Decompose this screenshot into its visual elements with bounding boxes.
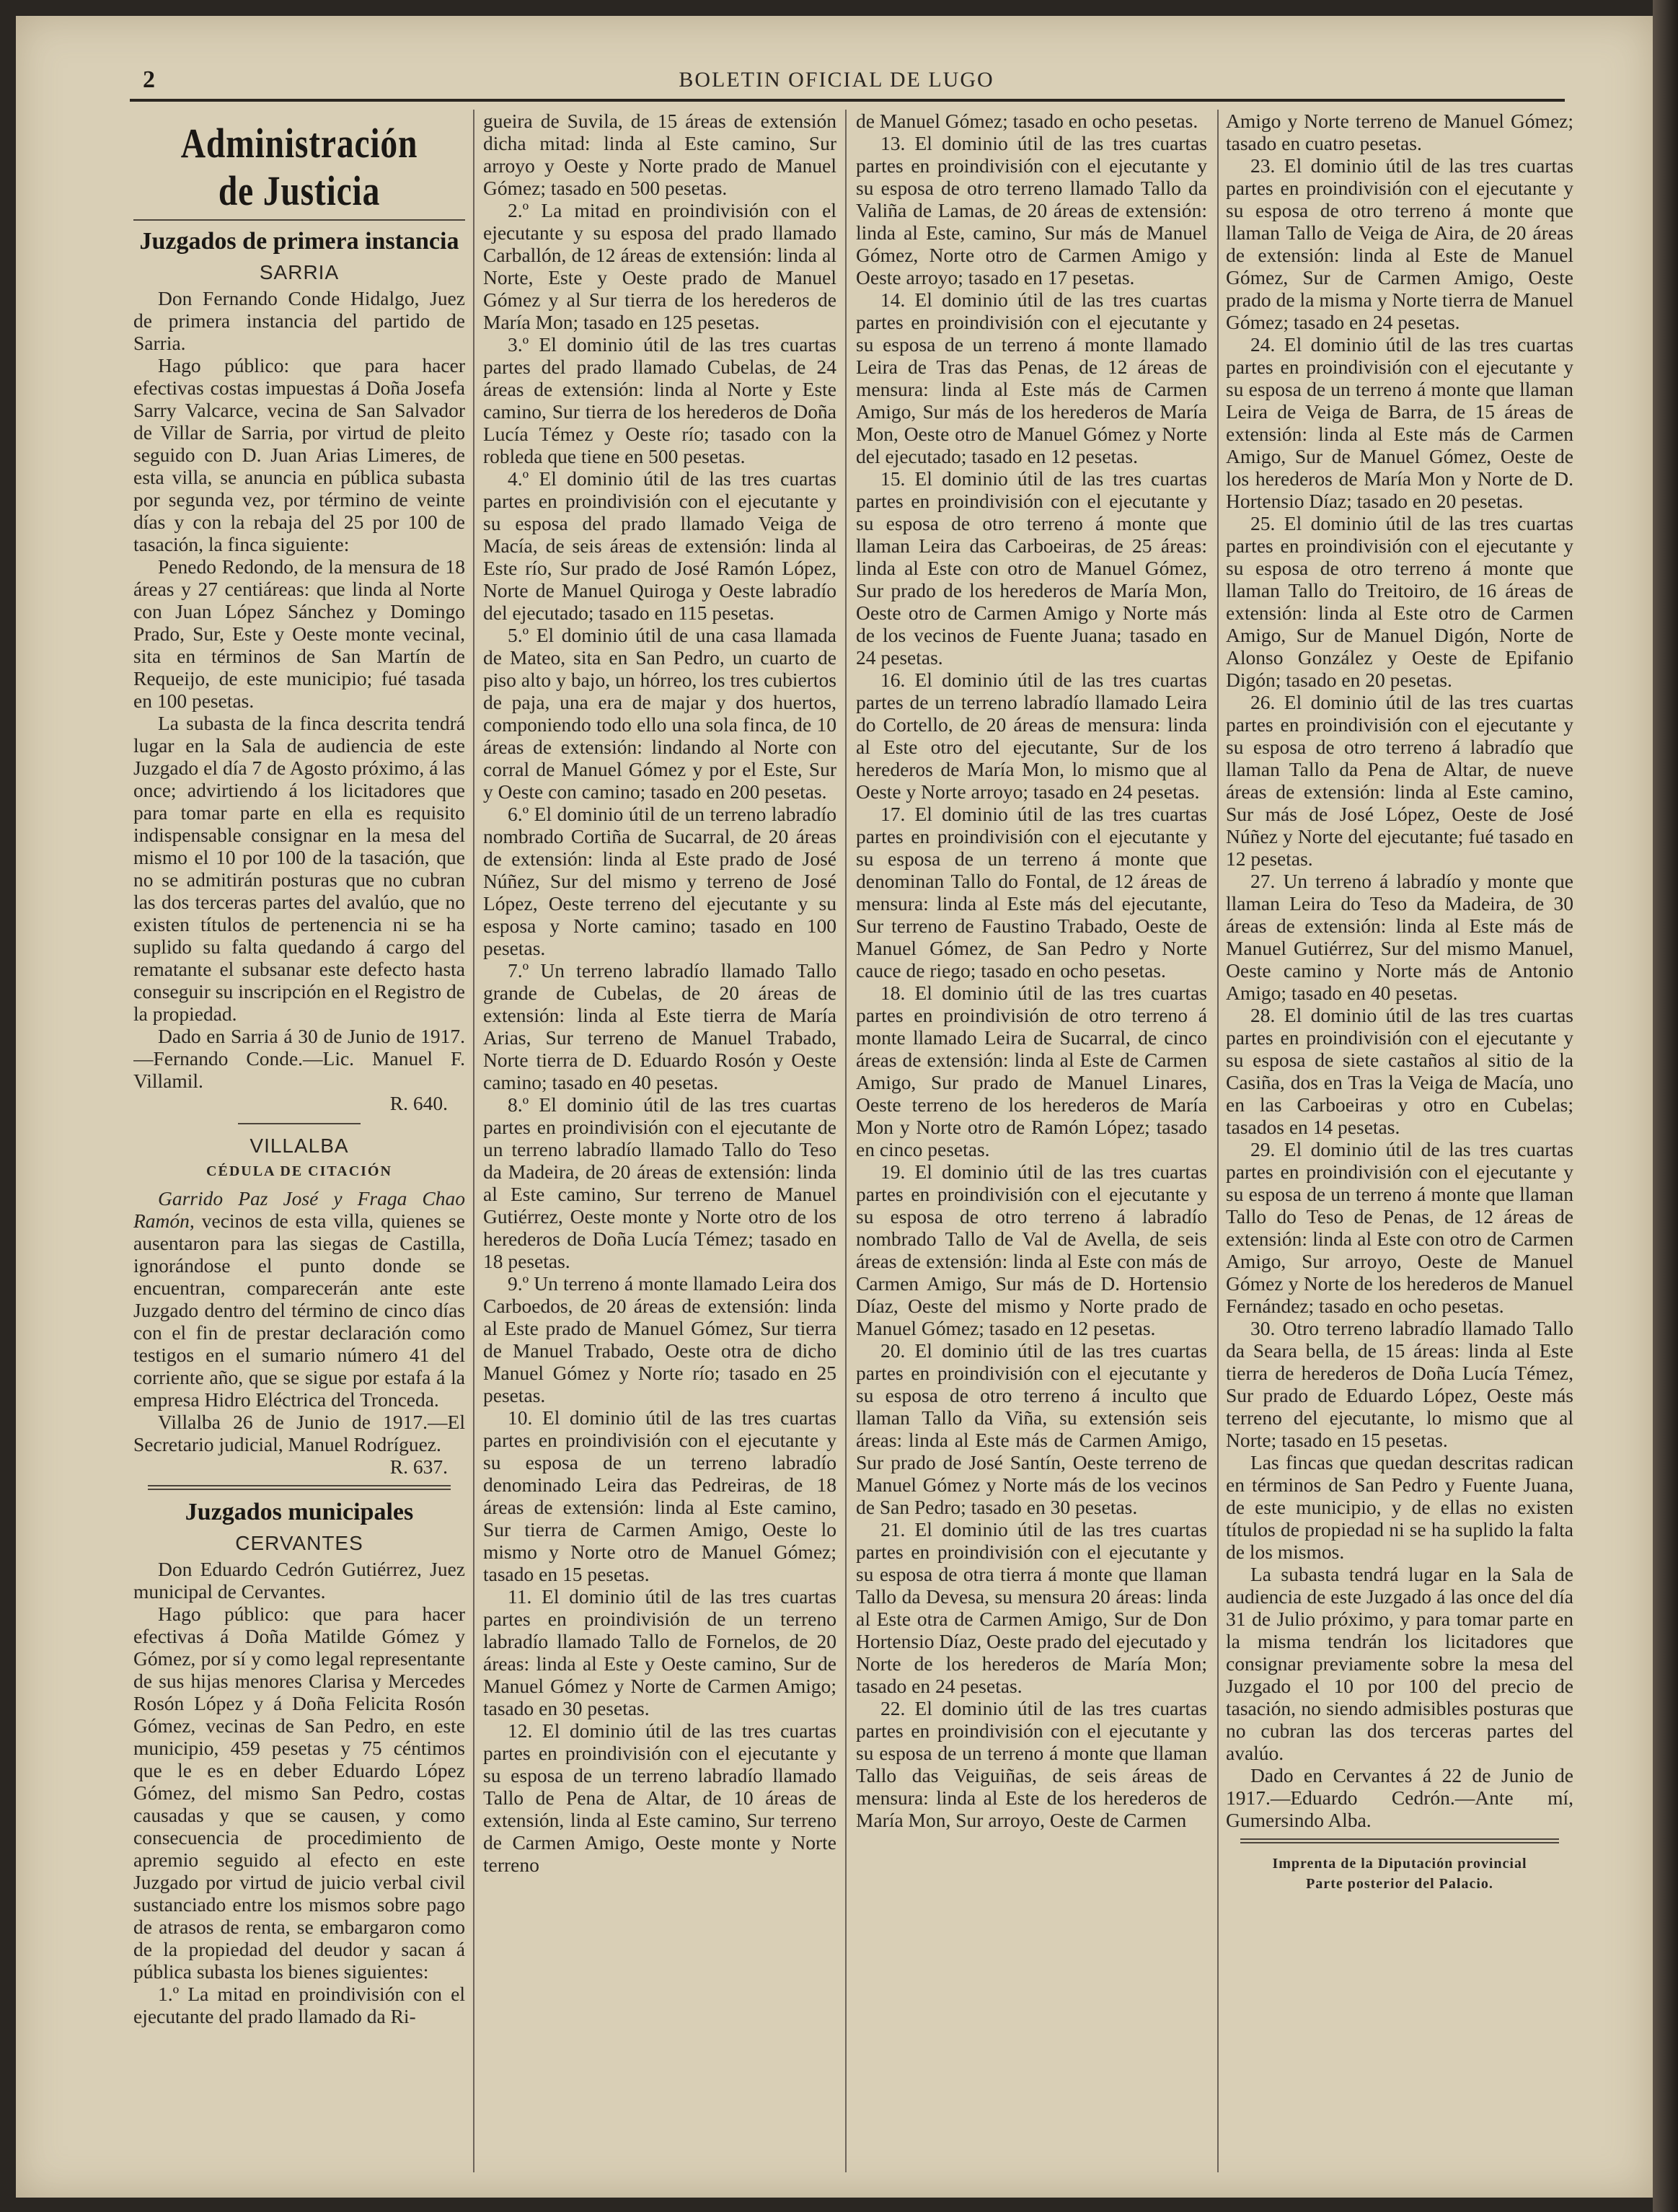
notice-paragraph: Don Eduardo Cedrón Gutiérrez, Juez municipal de Cervantes. xyxy=(133,1558,465,1603)
property-item: 14. El dominio útil de las tres cuartas partes en proindivisión con el ejecutante y su esposa de un terreno á monte llamado Leira de Tras das Penas, de 12 áreas de mensura: linda al Este más de Carmen Amigo, Sur más de los herederos de María Mon, Oeste otro de Manuel Gómez y Norte del ejecutado; tasado en 12 pesetas. xyxy=(856,288,1207,467)
notice-paragraph: Dado en Cervantes á 22 de Junio de 1917.—Eduardo Cedrón.—Ante mí, Gumersindo Alba. xyxy=(1226,1764,1573,1831)
column-2 xyxy=(483,110,836,2180)
column-4 xyxy=(1226,110,1573,2180)
column-1 xyxy=(133,110,465,2180)
property-item: 23. El dominio útil de las tres cuartas partes en proindivisión con el ejecutante y su esposa de otro terreno á monte que llaman Tallo de Veiga de Aira, de 20 áreas de extensión: linda al Este de Manuel Gómez, Sur de Carmen Amigo, Oeste prado de la misma y Norte tierra de Manuel Gómez; tasado en 24 pesetas. xyxy=(1226,154,1573,333)
newspaper-title: BOLETIN OFICIAL DE LUGO xyxy=(679,68,994,92)
separator xyxy=(1240,1838,1559,1843)
notice-paragraph: Amigo y Norte terreno de Manuel Gómez; tasado en cuatro pesetas. xyxy=(1226,110,1573,154)
notice-paragraph: gueira de Suvila, de 15 áreas de extensión dicha mitad: linda al Este camino, Sur arroyo y Oeste y Norte prado de Manuel Gómez; tasado en 500 pesetas. xyxy=(483,110,836,199)
column-divider xyxy=(1217,110,1219,2172)
property-item: 28. El dominio útil de las tres cuartas partes en proindivisión con el ejecutante y su esposa de siete castaños al sitio de la Casiña, dos en Tras la Veiga de Macía, uno en las Carboeiras y otro en Cubelas; tasados en 14 pesetas. xyxy=(1226,1004,1573,1138)
notice-paragraph: 1.º La mitad en proindivisión con el ejecutante del prado llamado da Ri- xyxy=(133,1983,465,2027)
cited-names: Garrido Paz José y Fraga Chao Ramón, xyxy=(133,1187,465,1232)
notice-paragraph: de Manuel Gómez; tasado en ocho pesetas. xyxy=(856,110,1198,132)
property-item: 21. El dominio útil de las tres cuartas partes en proindivisión con el ejecutante y su esposa de otra tierra á monte que llaman Tallo da Devesa, su mensura 20 áreas: linda al Este otra de Carmen Amigo, Sur de Don Hortensio Díaz, Oeste prado del ejecutado y Norte de los herederos de María Mon; tasado en 24 pesetas. xyxy=(856,1518,1207,1697)
property-item: 6.º El dominio útil de un terreno labradío nombrado Cortiña de Sucarral, de 20 áreas de extensión: linda al Este prado de José Núñez, Sur del mismo y terreno de José López, Oeste terreno del ejecutante y su esposa y Norte camino; tasado en 100 pesetas. xyxy=(483,803,836,959)
page-number: 2 xyxy=(143,66,155,93)
property-item: 7.º Un terreno labradío llamado Tallo grande de Cubelas, de 20 áreas de extensión: linda al Este tierra de María Arias, Sur terreno de Manuel Trabado, Norte tierra de D. Eduardo Rosón y Oeste camino; tasado en 40 pesetas. xyxy=(483,959,836,1093)
property-item: 5.º El dominio útil de una casa llamada de Mateo, sita en San Pedro, un cuarto de piso alto y bajo, un hórreo, los tres cubiertos de paja, una era de majar y dos huertos, componiendo todo ello una sola finca, de 10 áreas de extensión: lindando al Norte con corral de Manuel Gómez y por el Este, Sur y Oeste con camino; tasado en 200 pesetas. xyxy=(483,624,836,803)
property-item: 30. Otro terreno labradío llamado Tallo da Seara bella, de 15 áreas: linda al Este tierra de herederos de Doña Lucía Témez, Sur prado de Eduardo López, Oeste más terreno del ejecutante, lo mismo que al Norte; tasado en 15 pesetas. xyxy=(1226,1317,1573,1451)
property-item: 29. El dominio útil de las tres cuartas partes en proindivisión con el ejecutante y su esposa de un terreno á monte que llaman Tallo do Teso de Penas, de 12 áreas de extensión: linda al Este con otro de Carmen Amigo, Sur arroyo, Oeste de Manuel Gómez y Norte de los herederos de Manuel Fernández; tasado en ocho pesetas. xyxy=(1226,1138,1573,1317)
property-item: 19. El dominio útil de las tres cuartas partes en proindivisión con el ejecutante y su esposa de otro terreno á labradío nombrado Tallo de Val de Avella, de seis áreas de extensión: linda al Este con más de Carmen Amigo, Sur más de D. Hortensio Díaz, Oeste del mismo y Norte prado de Manuel Gómez; tasado en 12 pesetas. xyxy=(856,1160,1207,1339)
place-heading-cervantes: CERVANTES xyxy=(235,1532,363,1554)
title-rule xyxy=(133,219,465,221)
subsection-title: Juzgados municipales xyxy=(185,1499,414,1525)
column-divider xyxy=(845,110,847,2172)
separator xyxy=(238,1123,361,1124)
property-item: 22. El dominio útil de las tres cuartas partes en proindivisión con el ejecutante y su esposa de un terreno á monte que llaman Tallo das Veiguiñas, de seis áreas de mensura: linda al Este de los herederos de María Mon, Sur arroyo, Oeste de Carmen xyxy=(856,1697,1207,1831)
citation-paragraph xyxy=(133,1187,465,1411)
notice-paragraph: La subasta de la finca descrita tendrá lugar en la Sala de audiencia de este Juzgado el día 7 de Agosto próximo, á las once; advirtiendo á los licitadores que para tomar parte en ella es requisito indispensable consignar en la mesa del mismo el 10 por 100 de la tasación, que no se admitirán posturas que no cubran las dos terceras partes del avalúo, que no existen títulos de pertenencia ni se ha suplido su falta quedando á cargo del rematante el subsanar este defecto hasta conseguir su inscripción en el Registro de la propiedad. xyxy=(133,712,465,1025)
property-item: 8.º El dominio útil de las tres cuartas partes en proindivisión con el ejecutante de un terreno labradío llamado Tallo do Teso da Madeira, de 20 áreas de extensión: linda al Este camino, Sur terreno de Manuel Gutiérrez, Oeste monte y Norte otro de los herederos de Doña Lucía Témez; tasado en 18 pesetas. xyxy=(483,1093,836,1272)
header-rule xyxy=(130,99,1565,102)
property-item: 13. El dominio útil de las tres cuartas partes en proindivisión con el ejecutante y su esposa de otro terreno llamado Tallo da Valiña de Lamas, de 20 áreas de extensión: linda al Este, camino, Sur más de Manuel Gómez, Norte otro de Carmen Amigo y Oeste arroyo; tasado en 17 pesetas. xyxy=(856,132,1207,288)
property-item: 9.º Un terreno á monte llamado Leira dos Carboedos, de 20 áreas de extensión: linda al Este prado de Manuel Gómez, Sur tierra de Manuel Trabado, Oeste otra de dicho Manuel Gómez y Norte río; tasado en 25 pesetas. xyxy=(483,1272,836,1406)
property-item: 27. Un terreno á labradío y monte que llaman Leira do Teso da Madeira, de 30 áreas de extensión: linda al Este más de Manuel Gutiérrez, Sur del mismo Manuel, Oeste camino y Norte más de Antonio Amigo; tasado en 40 pesetas. xyxy=(1226,870,1573,1004)
page-header xyxy=(115,66,1558,98)
notice-paragraph: Don Fernando Conde Hidalgo, Juez de primera instancia del partido de Sarria. xyxy=(133,287,465,354)
property-item: 10. El dominio útil de las tres cuartas partes en proindivisión con el ejecutante y su esposa de un terreno labradío denominado Leira das Pedreiras, de 18 áreas de extensión: linda al Este camino, Sur tierra de Carmen Amigo, Oeste lo mismo y Norte otro de Manuel Gómez; tasado en 15 pesetas. xyxy=(483,1406,836,1585)
place-heading-villalba: VILLALBA xyxy=(250,1134,349,1157)
notice-paragraph: Hago público: que para hacer efectivas costas impuestas á Doña Josefa Sarry Valcarce, vecina de San Salvador de Villar de Sarria, por virtud de pleito seguido con D. Juan Arias Limeres, de esta villa, se anuncia en pública subasta por segunda vez, por término de veinte días y con la rebaja del 25 por 100 de tasación, la finca siguiente: xyxy=(133,354,465,555)
notice-paragraph: Villalba 26 de Junio de 1917.—El Secretario judicial, Manuel Rodríguez. xyxy=(133,1411,465,1455)
notice-paragraph: Las fincas que quedan descritas radican en términos de San Pedro y Fuente Juana, de este municipio, y de ellas no existen títulos de propiedad ni se ha suplido la falta de los mismos. xyxy=(1226,1451,1573,1563)
reference-number: R. 637. xyxy=(389,1455,448,1478)
notice-subheading: CÉDULA DE CITACIÓN xyxy=(206,1163,392,1179)
notice-paragraph: Hago público: que para hacer efectivas á Doña Matilde Gómez y Gómez, por sí y como legal representante de sus hijas menores Clarisa y Mercedes Rosón López y á Doña Felicita Rosón Gómez, vecinas de San Pedro, en este municipio, 459 pesetas y 75 céntimos que le es en deber Eduardo López Gómez, del mismo San Pedro, costas causadas y que se causen, y como consecuencia de procedimiento de apremio seguido al efecto en este Juzgado por virtud de juicio verbal civil sustanciado entre los mismos sobre pago de atrasos de renta, se embargaron como de la propiedad del deudor y sacan á pública subasta los bienes siguientes: xyxy=(133,1603,465,1983)
property-item: 16. El dominio útil de las tres cuartas partes de un terreno labradío llamado Leira do Cortello, de 20 áreas de mensura: linda al Este otro del ejecutante, Sur de los herederos de María Mon, lo mismo que al Oeste y Norte arroyo; tasado en 24 pesetas. xyxy=(856,669,1207,803)
property-item: 15. El dominio útil de las tres cuartas partes en proindivisión con el ejecutante y su esposa de otro terreno á monte que llaman Leira das Carboeiras, de 25 áreas: linda al Este con otro de Manuel Gómez, Sur prado de los herederos de María Mon, Oeste otro de Carmen Amigo y Norte más de los vecinos de Fuente Juana; tasado en 24 pesetas. xyxy=(856,467,1207,669)
property-item: 24. El dominio útil de las tres cuartas partes en proindivisión con el ejecutante y su esposa de un terreno á monte que llaman Leira de Veiga de Barra, de 15 áreas de extensión: linda al Este más de Carmen Amigo, Sur de Manuel Gómez, Oeste de los herederos de María Mon y Norte de D. Hortensio Díaz; tasado en 20 pesetas. xyxy=(1226,333,1573,512)
property-item: 20. El dominio útil de las tres cuartas partes en proindivisión con el ejecutante y su esposa de otro terreno á inculto que llaman Tallo da Viña, su extensión seis áreas: linda al Este más de Carmen Amigo, Sur prado de José Santín, Oeste terreno de Manuel Gómez y Norte más de los vecinos de San Pedro; tasado en 30 pesetas. xyxy=(856,1339,1207,1518)
reference-number: R. 640. xyxy=(389,1092,448,1114)
place-heading-sarria: SARRIA xyxy=(259,261,340,283)
property-item: 2.º La mitad en proindivisión con el ejecutante y su esposa del prado llamado Carballón, de 12 áreas de extensión: linda al Norte, Este y Oeste prado de Manuel Gómez y al Sur tierra de los herederos de María Mon; tasado en 125 pesetas. xyxy=(483,199,836,333)
column-3 xyxy=(856,110,1207,2180)
property-item: 12. El dominio útil de las tres cuartas partes en proindivisión con el ejecutante y su esposa de un terreno labradío llamado Tallo de Pena de Altar, de 10 áreas de extensión, linda al Este camino, Sur terreno de Carmen Amigo, Oeste monte y Norte terreno xyxy=(483,1719,836,1876)
property-item: 25. El dominio útil de las tres cuartas partes en proindivisión con el ejecutante y su esposa de otro terreno á monte que llaman Tallo do Treitoiro, de 16 áreas de extensión: linda al Este otro de Carmen Amigo, Sur de Manuel Digón, Norte de Alonso González y Oeste de Epifanio Digón; tasado en 20 pesetas. xyxy=(1226,512,1573,691)
property-item: 4.º El dominio útil de las tres cuartas partes en proindivisión con el ejecutante y su esposa del prado llamado Veiga de Macía, de seis áreas de extensión: linda al Este río, Sur prado de José Ramón López, Norte de Manuel Quiroga y Oeste labradío del ejecutado; tasado en 115 pesetas. xyxy=(483,467,836,624)
imprint-line: Parte posterior del Palacio. xyxy=(1306,1876,1493,1892)
section-title: Administración de Justicia xyxy=(180,120,418,214)
separator xyxy=(148,1485,451,1490)
notice-paragraph: La subasta tendrá lugar en la Sala de audiencia de este Juzgado á las once del día 31 de Julio próximo, y para tomar parte en la misma tendrán los licitadores que consignar previamente sobre la mesa del Juzgado el 10 por 100 del precio de tasación, no siendo admisibles posturas que no cubran las dos terceras partes del avalúo. xyxy=(1226,1563,1573,1764)
notice-paragraph: Dado en Sarria á 30 de Junio de 1917.—Fernando Conde.—Lic. Manuel F. Villamil. xyxy=(133,1025,465,1092)
property-item: 18. El dominio útil de las tres cuartas partes en proindivisión de otro terreno á monte llamado Leira de Sucarral, de cinco áreas de extensión: linda al Este de Carmen Amigo, Sur prado de Manuel Linares, Oeste terreno de los herederos de María Mon y Norte otro de Ramón López; tasado en cinco pesetas. xyxy=(856,982,1207,1160)
property-item: 3.º El dominio útil de las tres cuartas partes del prado llamado Cubelas, de 24 áreas de extensión: linda al Norte y Este camino, Sur tierra de los herederos de Doña Lucía Témez y Oeste río; tasado con la robleda que tiene en 500 pesetas. xyxy=(483,333,836,467)
property-item: 11. El dominio útil de las tres cuartas partes en proindivisión de un terreno labradío llamado Tallo de Fornelos, de 20 áreas: linda al Este y Oeste camino, Sur de Manuel Gómez y Norte de Carmen Amigo; tasado en 30 pesetas. xyxy=(483,1585,836,1719)
property-item: 17. El dominio útil de las tres cuartas partes en proindivisión con el ejecutante y su esposa de un terreno á monte que denominan Tallo do Fontal, de 12 áreas de mensura: linda al Este más del ejecutante, Sur terreno de Faustino Trabado, Oeste de Manuel Gómez, de San Pedro y Norte cauce de riego; tasado en ocho pesetas. xyxy=(856,803,1207,982)
column-divider xyxy=(473,110,474,2172)
property-item: 26. El dominio útil de las tres cuartas partes en proindivisión con el ejecutante y su esposa de otro terreno á labradío que llaman Tallo da Pena de Altar, de nueve áreas de extensión: linda al Este camino, Sur más de José López, Oeste de José Núñez y Norte del ejecutante; fué tasado en 12 pesetas. xyxy=(1226,691,1573,870)
notice-paragraph: Penedo Redondo, de la mensura de 18 áreas y 27 centiáreas: que linda al Norte con Juan López Sánchez y Domingo Prado, Sur, Este y Oeste monte vecinal, sita en términos de San Martín de Requeijo, de este municipio; fué tasada en 100 pesetas. xyxy=(133,555,465,712)
imprint-line: Imprenta de la Diputación provincial xyxy=(1272,1856,1527,1872)
citation-body: vecinos de esta villa, quienes se ausentaron para las siegas de Castilla, ignorándose el punto donde se encuentran, comparecerán ante este Juzgado dentro del término de cinco días con el fin de prestar declaración como testigos en el sumario número 41 del corriente año, que se sigue por estafa á la empresa Hidro Eléctrica del Tronceda. xyxy=(133,1209,465,1411)
scan-edge xyxy=(1653,0,1678,2212)
subsection-title: Juzgados de primera instancia xyxy=(139,228,459,255)
